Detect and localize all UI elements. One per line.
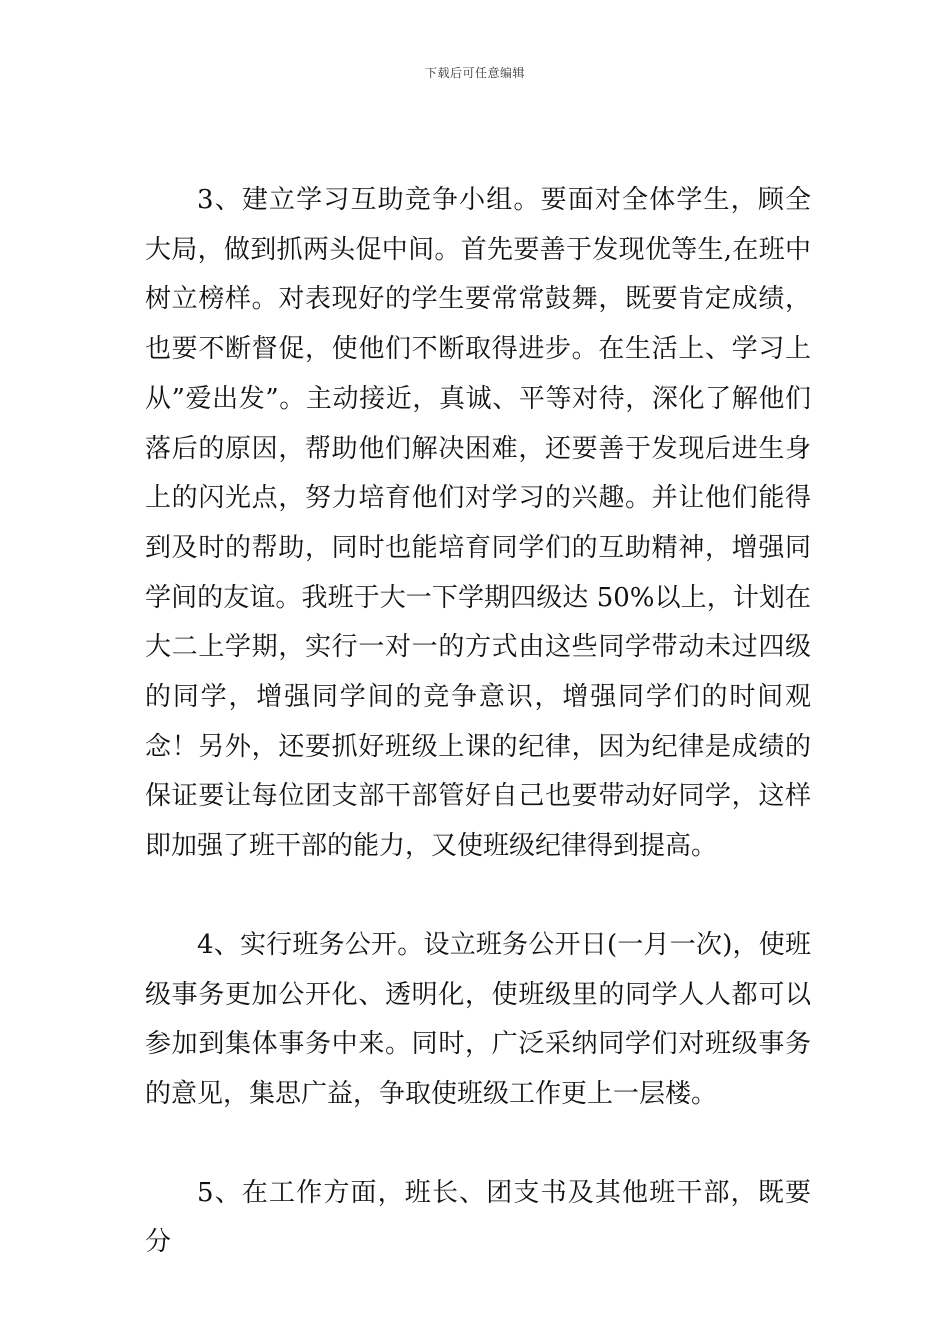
document-body: [145, 176, 811, 1268]
paragraph-4: 4、实行班务公开。设立班务公开日(一月一次)，使班级事务更加公开化、透明化，使班级里的同学人人都可以参加到集体事务中来。同时，广泛采纳同学们对班级事务的意见，集思广益，争取使班级工作更上一层楼。: [145, 929, 811, 1109]
paragraph-3: 3、建立学习互助竞争小组。要面对全体学生，顾全大局，做到抓两头促中间。首先要善于发现优等生,在班中树立榜样。对表现好的学生要常常鼓舞，既要肯定成绩，也要不断督促，使他们不断取得进步。在生活上、学习上从”爱出发”。主动接近，真诚、平等对待，深化了解他们落后的原因，帮助他们解决困难，还要善于发现后进生身上的闪光点，努力培育他们对学习的兴趣。并让他们能得到及时的帮助，同时也能培育同学们的互助精神，增强同学间的友谊。我班于大一下学期四级达 50%以上，计划在大二上学期，实行一对一的方式由这些同学带动未过四级的同学，增强同学间的竞争意识，增强同学们的时间观念！另外，还要抓好班级上课的纪律，因为纪律是成绩的保证要让每位团支部干部管好自己也要带动好同学，这样即加强了班干部的能力，又使班级纪律得到提高。: [145, 185, 811, 862]
page-header: 下载后可任意编辑: [424, 66, 525, 80]
paragraph-5: 5、在工作方面，班长、团支书及其他班干部，既要分: [145, 1177, 811, 1258]
